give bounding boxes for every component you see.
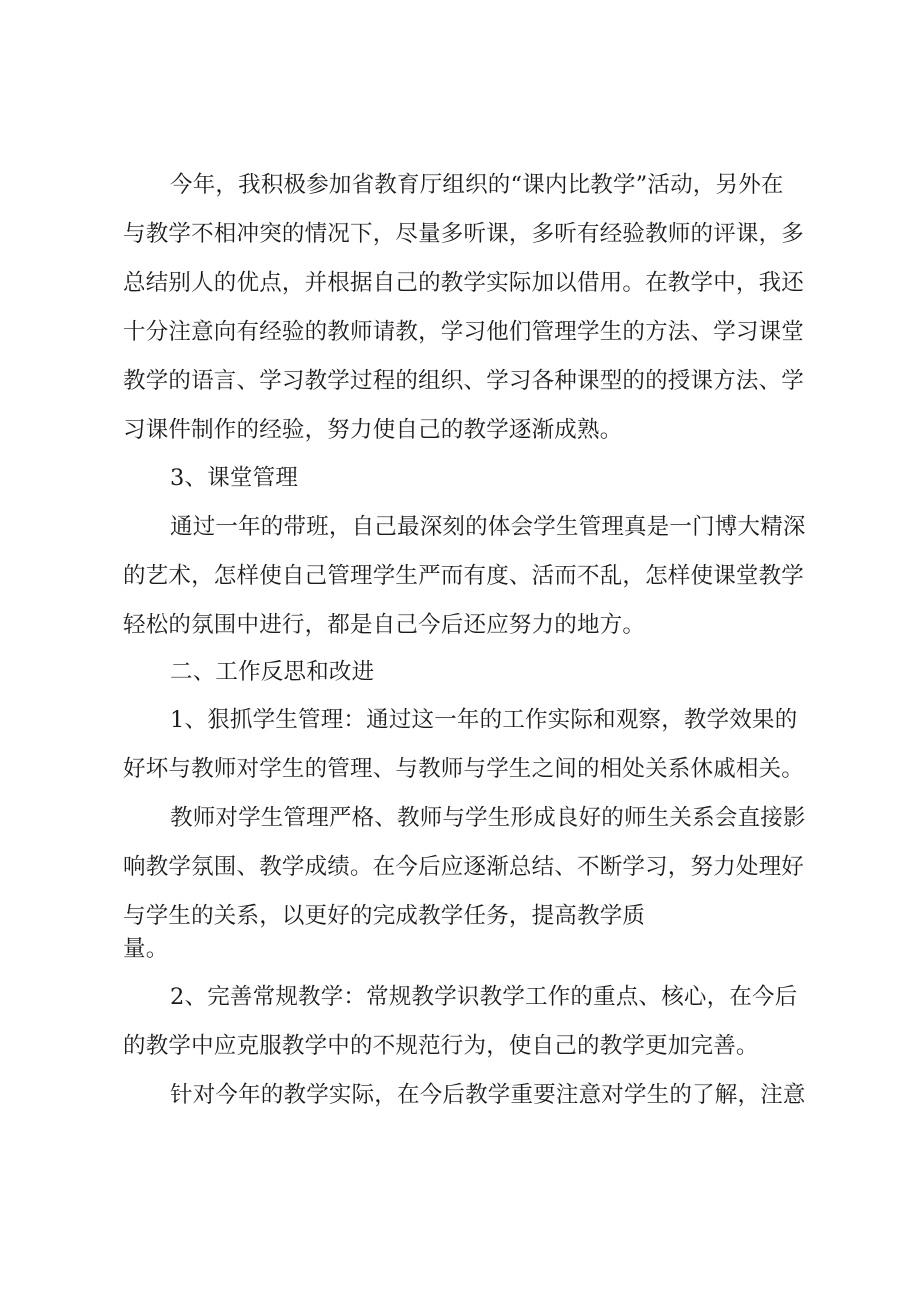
text-line: 针对今年的教学实际，在今后教学重要注意对学生的了解，注意 xyxy=(170,1082,806,1108)
text-line: 量。 xyxy=(123,936,169,962)
text-line: 教学的语言、学习教学过程的组织、学习各种课型的的授课方法、学 xyxy=(123,368,805,394)
text-line: 今年，我积极参加省教育厅组织的“课内比教学”活动，另外在 xyxy=(170,172,784,198)
text-line: 总结别人的优点，并根据自己的教学实际加以借用。在教学中，我还 xyxy=(123,270,805,296)
text-line: 与学生的关系，以更好的完成教学任务，提高教学质 xyxy=(123,903,646,929)
text-line: 教师对学生管理严格、教师与学生形成良好的师生关系会直接影 xyxy=(170,805,806,831)
section-heading: 3、课堂管理 xyxy=(170,465,299,491)
text-line: 轻松的氛围中进行，都是自己今后还应努力的地方。 xyxy=(123,612,646,638)
text-line: 好坏与教师对学生的管理、与教师与学生之间的相处关系休戚相关。 xyxy=(123,756,805,782)
text-line: 响教学氛围、教学成绩。在今后应逐渐总结、不断学习，努力处理好 xyxy=(123,854,805,880)
text-line: 2、完善常规教学：常规教学识教学工作的重点、核心，在今后 xyxy=(170,984,798,1010)
text-line: 通过一年的带班，自己最深刻的体会学生管理真是一门博大精深 xyxy=(170,514,806,540)
text-line: 1、狠抓学生管理：通过这一年的工作实际和观察，教学效果的 xyxy=(170,707,798,733)
text-line: 的教学中应克服教学中的不规范行为，使自己的教学更加完善。 xyxy=(123,1033,759,1059)
text-line: 十分注意向有经验的教师请教，学习他们管理学生的方法、学习课堂 xyxy=(123,319,805,345)
text-line: 习课件制作的经验，努力使自己的教学逐渐成熟。 xyxy=(123,417,623,443)
text-line: 与教学不相冲突的情况下，尽量多听课，多听有经验教师的评课，多 xyxy=(123,221,805,247)
text-line: 的艺术，怎样使自己管理学生严而有度、活而不乱，怎样使课堂教学 xyxy=(123,563,805,589)
section-heading: 二、工作反思和改进 xyxy=(170,659,375,685)
